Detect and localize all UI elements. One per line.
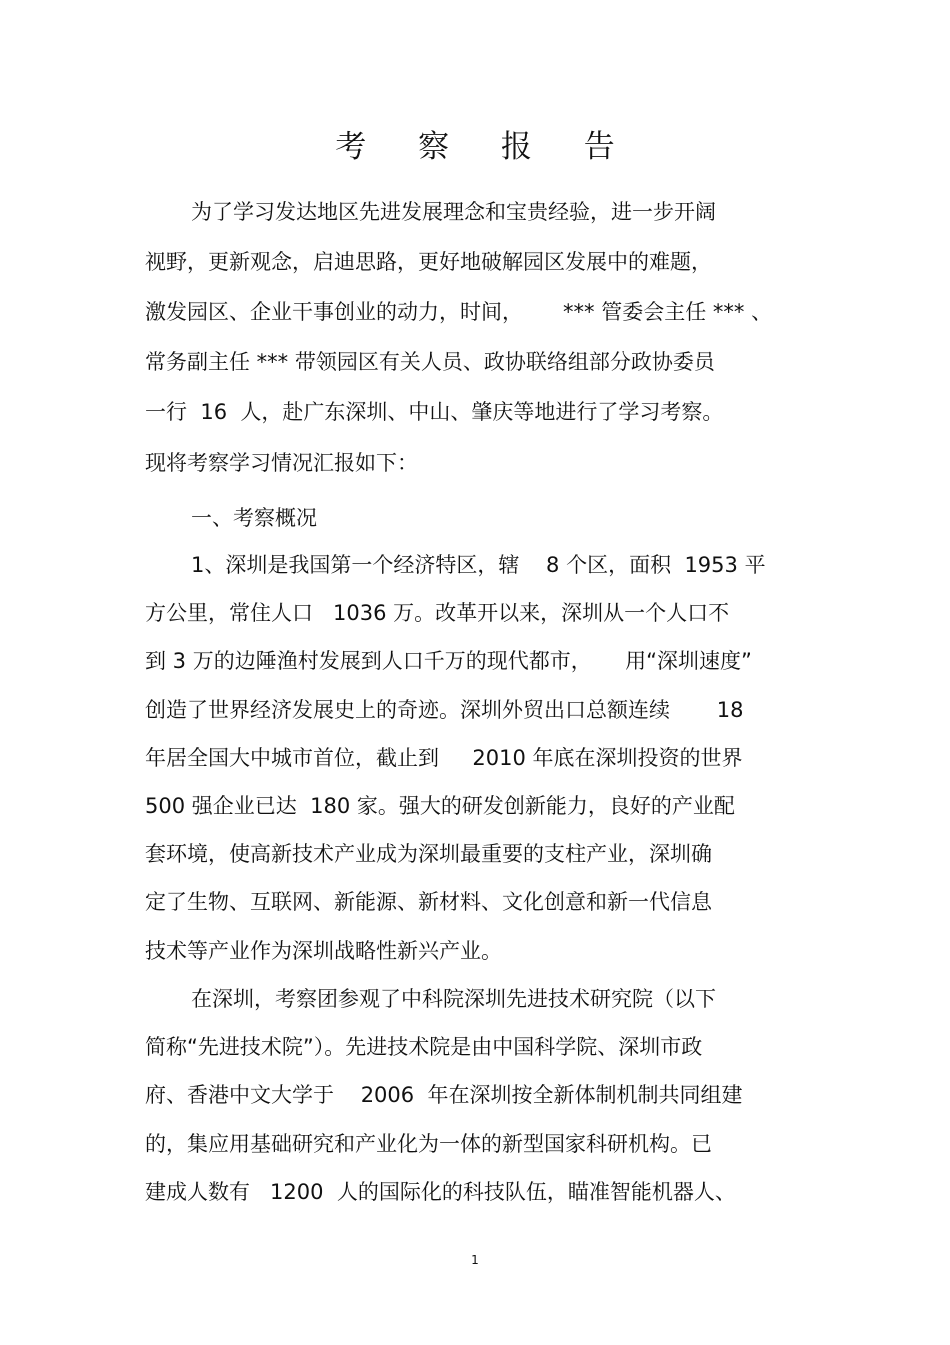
paragraph-line: 视野，更新观念，启迪思路，更好地破解园区发展中的难题， [145,250,712,274]
paragraph-line: 常务副主任 *** 带领园区有关人员、政协联络组部分政协委员 [145,350,715,374]
paragraph-line: 的，集应用基础研究和产业化为一体的新型国家科研机构。已 [145,1132,712,1156]
paragraph-line: 方公里，常住人口 1036 万。改革开以来，深圳从一个人口不 [145,601,730,625]
document-title: 考 察 报 告 [335,129,636,165]
paragraph-line: 为了学习发达地区先进发展理念和宝贵经验，进一步开阔 [191,200,716,224]
paragraph-line: 创造了世界经济发展史上的奇迹。深圳外贸出口总额连续 18 [145,698,744,722]
paragraph-line: 一行 16 人，赴广东深圳、中山、肇庆等地进行了学习考察。 [145,400,724,424]
paragraph-line: 1、深圳是我国第一个经济特区，辖 8 个区，面积 1953 平 [191,553,766,577]
paragraph-line: 府、香港中文大学于 2006 年在深圳按全新体制机制共同组建 [145,1083,743,1107]
paragraph-line: 技术等产业作为深圳战略性新兴产业。 [145,939,502,963]
paragraph-line: 在深圳，考察团参观了中科院深圳先进技术研究院（以下 [191,987,716,1011]
paragraph-line: 激发园区、企业干事创业的动力，时间， *** 管委会主任 *** 、 [145,300,773,324]
paragraph-line: 建成人数有 1200 人的国际化的科技队伍，瞄准智能机器人、 [145,1180,736,1204]
paragraph-line: 到 3 万的边陲渔村发展到人口千万的现代都市， 用“深圳速度” [145,649,752,673]
paragraph-line: 套环境，使高新技术产业成为深圳最重要的支柱产业，深圳确 [145,842,712,866]
paragraph-line: 定了生物、互联网、新能源、新材料、文化创意和新一代信息 [145,890,712,914]
section-heading: 一、考察概况 [191,506,317,530]
page-number: 1 [471,1253,479,1267]
paragraph-line: 500 强企业已达 180 家。强大的研发创新能力，良好的产业配 [145,794,735,818]
paragraph-line: 现将考察学习情况汇报如下： [145,451,418,475]
paragraph-line: 简称“先进技术院”）。先进技术院是由中国科学院、深圳市政 [145,1035,703,1059]
paragraph-line: 年居全国大中城市首位，截止到 2010 年底在深圳投资的世界 [145,746,743,770]
